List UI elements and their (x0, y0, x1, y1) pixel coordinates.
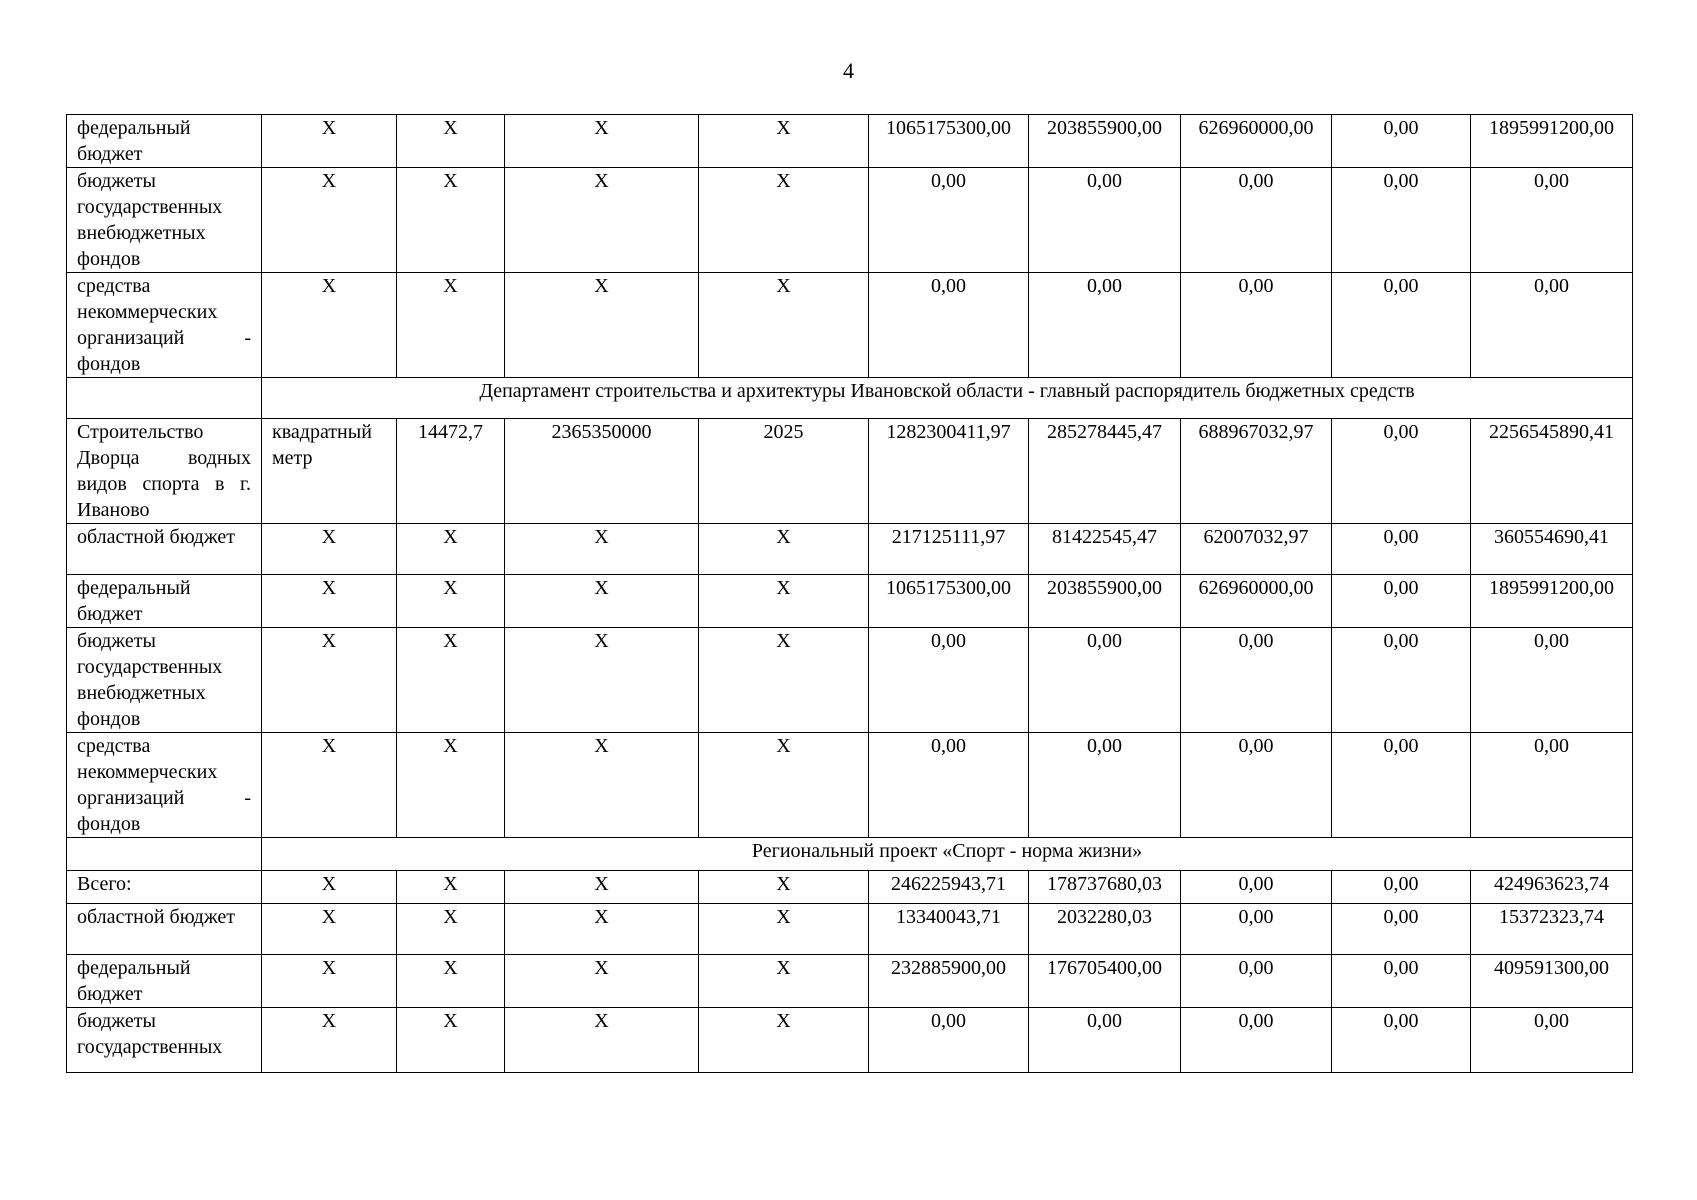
amount-year2-cell: 0,00 (1029, 733, 1181, 838)
unit-cell: X (262, 168, 397, 273)
unit-cell: X (262, 628, 397, 733)
total-cell: 15372323,74 (1471, 904, 1633, 955)
amount-year3-cell: 0,00 (1181, 273, 1332, 378)
total-cell: 0,00 (1471, 273, 1633, 378)
budget-table-body (67, 115, 1633, 1073)
unit-cell: X (262, 575, 397, 628)
year-cell: X (699, 273, 869, 378)
year-cell: X (699, 628, 869, 733)
table-row (67, 524, 1633, 575)
total-cell: 2256545890,41 (1471, 419, 1633, 524)
amount-year4-cell: 0,00 (1332, 575, 1471, 628)
unit-cell: X (262, 273, 397, 378)
cost-cell: X (505, 575, 699, 628)
row-name-cell: бюджеты государственных (67, 1008, 262, 1073)
section-empty-cell (67, 378, 262, 419)
year-cell: X (699, 904, 869, 955)
amount-year3-cell: 0,00 (1181, 628, 1332, 733)
amount-year1-cell: 13340043,71 (869, 904, 1029, 955)
amount-year3-cell: 688967032,97 (1181, 419, 1332, 524)
unit-cell: X (262, 524, 397, 575)
section-title: Департамент строительства и архитектуры Ивановской области - главный распорядитель бюджетных средств (262, 378, 1633, 419)
amount-year4-cell: 0,00 (1332, 273, 1471, 378)
amount-year4-cell: 0,00 (1332, 628, 1471, 733)
capacity-cell: X (397, 575, 505, 628)
amount-year2-cell: 203855900,00 (1029, 115, 1181, 168)
amount-year2-cell: 178737680,03 (1029, 871, 1181, 904)
amount-year3-cell: 0,00 (1181, 168, 1332, 273)
row-name-cell: федеральный бюджет (67, 115, 262, 168)
year-cell: 2025 (699, 419, 869, 524)
unit-cell: X (262, 871, 397, 904)
capacity-cell: X (397, 955, 505, 1008)
amount-year1-cell: 1065175300,00 (869, 575, 1029, 628)
amount-year1-cell: 0,00 (869, 628, 1029, 733)
table-row (67, 273, 1633, 378)
row-name-cell: федеральный бюджет (67, 575, 262, 628)
amount-year1-cell: 0,00 (869, 1008, 1029, 1073)
unit-cell: X (262, 733, 397, 838)
amount-year3-cell: 626960000,00 (1181, 115, 1332, 168)
cost-cell: X (505, 115, 699, 168)
amount-year3-cell: 0,00 (1181, 904, 1332, 955)
cost-cell: X (505, 871, 699, 904)
unit-cell: X (262, 115, 397, 168)
year-cell: X (699, 168, 869, 273)
capacity-cell: X (397, 628, 505, 733)
amount-year3-cell: 0,00 (1181, 871, 1332, 904)
unit-cell: X (262, 955, 397, 1008)
unit-cell: X (262, 904, 397, 955)
amount-year4-cell: 0,00 (1332, 1008, 1471, 1073)
total-cell: 424963623,74 (1471, 871, 1633, 904)
cost-cell: X (505, 955, 699, 1008)
total-cell: 360554690,41 (1471, 524, 1633, 575)
capacity-cell: X (397, 904, 505, 955)
amount-year1-cell: 1065175300,00 (869, 115, 1029, 168)
amount-year2-cell: 0,00 (1029, 1008, 1181, 1073)
year-cell: X (699, 1008, 869, 1073)
capacity-cell: X (397, 115, 505, 168)
unit-cell: квадратный метр (262, 419, 397, 524)
year-cell: X (699, 575, 869, 628)
budget-table (66, 114, 1633, 1073)
row-name-cell: федеральный бюджет (67, 955, 262, 1008)
amount-year4-cell: 0,00 (1332, 955, 1471, 1008)
year-cell: X (699, 955, 869, 1008)
amount-year4-cell: 0,00 (1332, 733, 1471, 838)
year-cell: X (699, 524, 869, 575)
amount-year2-cell: 203855900,00 (1029, 575, 1181, 628)
cost-cell: X (505, 904, 699, 955)
table-row (67, 904, 1633, 955)
amount-year1-cell: 1282300411,97 (869, 419, 1029, 524)
table-row (67, 168, 1633, 273)
section-title: Региональный проект «Спорт - норма жизни» (262, 838, 1633, 871)
total-cell: 0,00 (1471, 628, 1633, 733)
amount-year1-cell: 232885900,00 (869, 955, 1029, 1008)
section-header-row (67, 838, 1633, 871)
table-row (67, 733, 1633, 838)
amount-year1-cell: 0,00 (869, 168, 1029, 273)
amount-year4-cell: 0,00 (1332, 419, 1471, 524)
amount-year2-cell: 0,00 (1029, 273, 1181, 378)
section-header-row (67, 378, 1633, 419)
amount-year3-cell: 0,00 (1181, 1008, 1332, 1073)
amount-year4-cell: 0,00 (1332, 904, 1471, 955)
amount-year2-cell: 0,00 (1029, 168, 1181, 273)
amount-year3-cell: 626960000,00 (1181, 575, 1332, 628)
table-row (67, 419, 1633, 524)
year-cell: X (699, 871, 869, 904)
amount-year3-cell: 62007032,97 (1181, 524, 1332, 575)
cost-cell: X (505, 273, 699, 378)
amount-year2-cell: 0,00 (1029, 628, 1181, 733)
row-name-cell: средства некоммерческих организаций - фондов (67, 733, 262, 838)
amount-year4-cell: 0,00 (1332, 871, 1471, 904)
cost-cell: X (505, 628, 699, 733)
capacity-cell: X (397, 273, 505, 378)
amount-year4-cell: 0,00 (1332, 524, 1471, 575)
amount-year3-cell: 0,00 (1181, 955, 1332, 1008)
amount-year2-cell: 176705400,00 (1029, 955, 1181, 1008)
amount-year1-cell: 0,00 (869, 733, 1029, 838)
table-row (67, 115, 1633, 168)
amount-year4-cell: 0,00 (1332, 168, 1471, 273)
capacity-cell: X (397, 733, 505, 838)
table-row (67, 871, 1633, 904)
capacity-cell: X (397, 1008, 505, 1073)
table-row (67, 628, 1633, 733)
amount-year1-cell: 0,00 (869, 273, 1029, 378)
row-name-cell: Всего: (67, 871, 262, 904)
table-row (67, 955, 1633, 1008)
cost-cell: X (505, 1008, 699, 1073)
cost-cell: X (505, 168, 699, 273)
capacity-cell: 14472,7 (397, 419, 505, 524)
year-cell: X (699, 733, 869, 838)
capacity-cell: X (397, 168, 505, 273)
cost-cell: 2365350000 (505, 419, 699, 524)
capacity-cell: X (397, 871, 505, 904)
row-name-cell: бюджеты государственных внебюджетных фондов (67, 628, 262, 733)
row-name-cell: Строительство Дворца водных видов спорта в г. Иваново (67, 419, 262, 524)
amount-year4-cell: 0,00 (1332, 115, 1471, 168)
total-cell: 0,00 (1471, 168, 1633, 273)
amount-year2-cell: 81422545,47 (1029, 524, 1181, 575)
year-cell: X (699, 115, 869, 168)
table-row (67, 1008, 1633, 1073)
row-name-cell: областной бюджет (67, 524, 262, 575)
amount-year1-cell: 246225943,71 (869, 871, 1029, 904)
capacity-cell: X (397, 524, 505, 575)
total-cell: 0,00 (1471, 1008, 1633, 1073)
row-name-cell: бюджеты государственных внебюджетных фондов (67, 168, 262, 273)
page-number: 4 (843, 58, 854, 83)
amount-year2-cell: 2032280,03 (1029, 904, 1181, 955)
row-name-cell: областной бюджет (67, 904, 262, 955)
total-cell: 1895991200,00 (1471, 115, 1633, 168)
cost-cell: X (505, 733, 699, 838)
row-name-cell: средства некоммерческих организаций - фондов (67, 273, 262, 378)
amount-year3-cell: 0,00 (1181, 733, 1332, 838)
total-cell: 0,00 (1471, 733, 1633, 838)
amount-year2-cell: 285278445,47 (1029, 419, 1181, 524)
cost-cell: X (505, 524, 699, 575)
total-cell: 1895991200,00 (1471, 575, 1633, 628)
section-empty-cell (67, 838, 262, 871)
total-cell: 409591300,00 (1471, 955, 1633, 1008)
unit-cell: X (262, 1008, 397, 1073)
amount-year1-cell: 217125111,97 (869, 524, 1029, 575)
table-row (67, 575, 1633, 628)
